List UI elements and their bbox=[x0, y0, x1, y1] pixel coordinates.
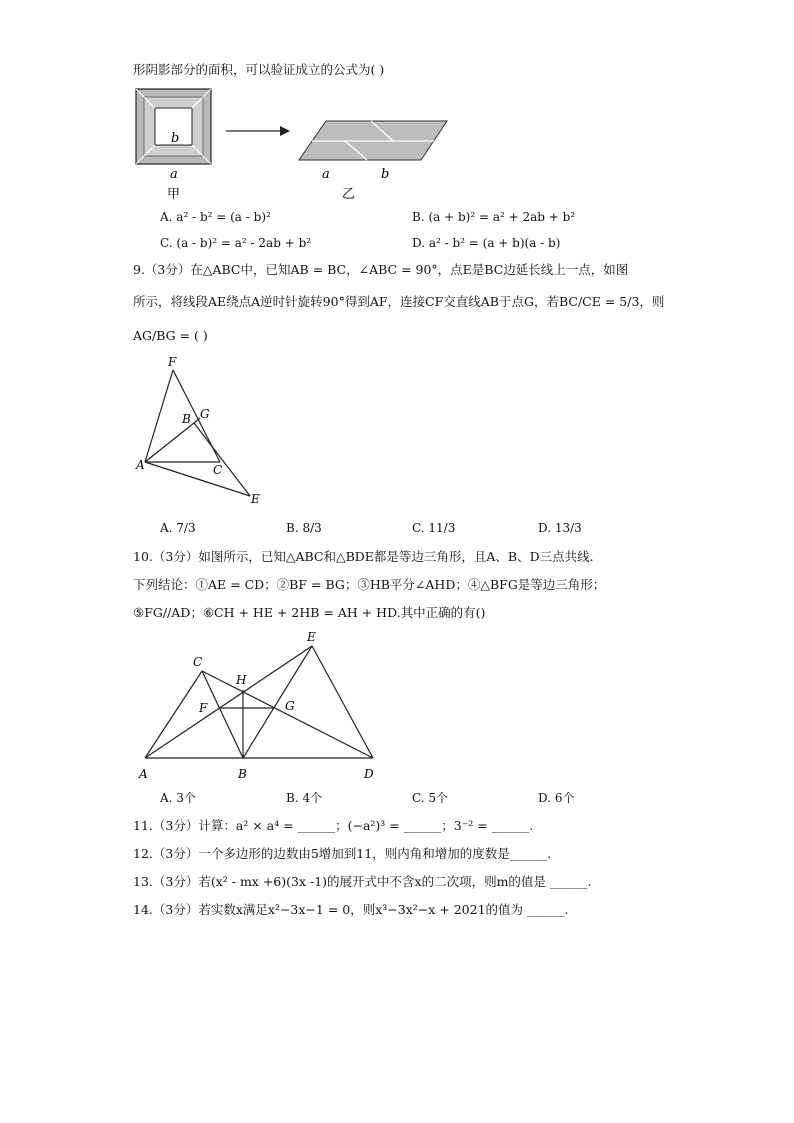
q10-option-d: D. 6个 bbox=[538, 791, 575, 805]
q10-label-g: G bbox=[285, 699, 295, 713]
q8-option-a: A. a² - b² = (a - b)² bbox=[160, 210, 271, 224]
q9-option-c: C. 11/3 bbox=[412, 521, 456, 535]
q8-option-c: C. (a - b)² = a² - 2ab + b² bbox=[160, 236, 312, 250]
q10-label-a: A bbox=[139, 767, 148, 781]
q13: 13.（3分）若(x² - mx +6)(3x -1)的展开式中不含x的二次项，则m的值是 ______. bbox=[133, 874, 592, 889]
q9-option-a: A. 7/3 bbox=[160, 521, 196, 535]
q8-fig-label-b: b bbox=[171, 131, 180, 146]
q9-option-b: B. 8/3 bbox=[286, 521, 322, 535]
q10-label-b: B bbox=[238, 767, 247, 781]
q10-line1: 10.（3分）如图所示，已知△ABC和△BDE都是等边三角形，且A、B、D三点共线. bbox=[133, 549, 594, 564]
q9-label-g: G bbox=[200, 407, 210, 421]
q8-figure-jia bbox=[130, 86, 220, 204]
q9-line3: AG/BG = ( ) bbox=[133, 328, 208, 343]
q9-label-a: A bbox=[136, 458, 145, 472]
q8-stem: 形阴影部分的面积，可以验证成立的公式为( ) bbox=[133, 62, 385, 77]
q8-fig-label-a: a bbox=[170, 167, 178, 182]
q9-line2: 所示，将线段AE绕点A逆时针旋转90°得到AF，连接CF交直线AB于点G，若BC/CE = 5/3，则 bbox=[133, 294, 665, 309]
q10-figure-triangles bbox=[135, 628, 385, 788]
q9-label-f: F bbox=[168, 355, 177, 369]
q10-label-h: H bbox=[236, 673, 247, 687]
q9-line1: 9.（3分）在△ABC中，已知AB = BC，∠ABC = 90°，点E是BC边延长线上一点，如图 bbox=[133, 262, 629, 277]
q10-option-c: C. 5个 bbox=[412, 791, 449, 805]
q8-figure-yi bbox=[295, 116, 455, 204]
q9-figure-triangle bbox=[130, 352, 270, 512]
q10-line3: ⑤FG//AD；⑥CH + HE + 2HB = AH + HD.其中正确的有() bbox=[133, 605, 486, 620]
q10-option-a: A. 3个 bbox=[160, 791, 196, 805]
q10-line2: 下列结论：①AE = CD；②BF = BG；③HB平分∠AHD；④△BFG是等边三角形； bbox=[133, 577, 606, 592]
q9-label-c: C bbox=[213, 463, 223, 477]
q8-fig-yi-label-b: b bbox=[381, 167, 390, 182]
q10-label-d: D bbox=[364, 767, 374, 781]
q9-option-d: D. 13/3 bbox=[538, 521, 582, 535]
q14: 14.（3分）若实数x满足x²−3x−1 = 0，则x³−3x²−x + 2021的值为 ______. bbox=[133, 902, 569, 917]
q8-fig-caption-jia: 甲 bbox=[167, 187, 181, 202]
q10-label-e: E bbox=[307, 630, 316, 644]
q8-option-b: B. (a + b)² = a² + 2ab + b² bbox=[412, 210, 576, 224]
q11: 11.（3分）计算：a² × a⁴ = ______；(−a²)³ = ______；3⁻² = ______. bbox=[133, 818, 534, 833]
q10-label-f: F bbox=[199, 701, 208, 715]
q8-option-d: D. a² - b² = (a + b)(a - b) bbox=[412, 236, 561, 250]
q8-fig-caption-yi: 乙 bbox=[342, 187, 356, 202]
q9-label-e: E bbox=[251, 492, 260, 506]
q9-label-b: B bbox=[182, 412, 191, 426]
arrow-icon bbox=[224, 124, 294, 138]
q12: 12.（3分）一个多边形的边数由5增加到11，则内角和增加的度数是______. bbox=[133, 846, 552, 861]
q8-fig-yi-label-a: a bbox=[322, 167, 330, 182]
q10-label-c: C bbox=[193, 655, 203, 669]
q10-option-b: B. 4个 bbox=[286, 791, 323, 805]
